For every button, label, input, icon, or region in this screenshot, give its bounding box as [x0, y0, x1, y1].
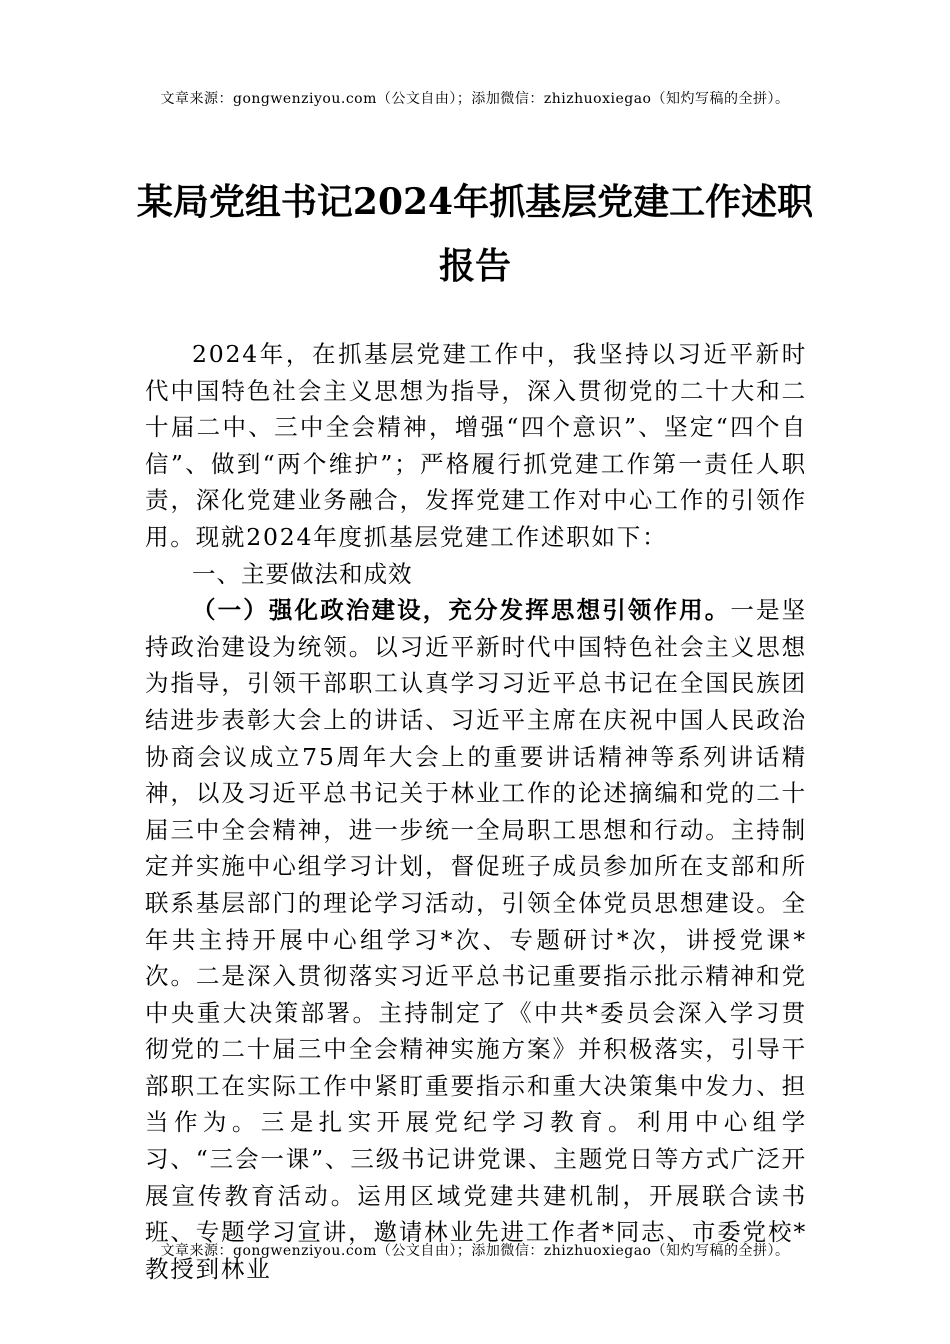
document-body — [145, 336, 807, 1287]
document-title: 某局党组书记2024年抓基层党建工作述职报告 — [136, 181, 814, 287]
section-heading: 一、主要做法和成效 — [192, 559, 413, 588]
subsection-heading: （一）强化政治建设，充分发挥思想引领作用。 — [192, 596, 731, 625]
subsection-paragraph — [145, 592, 807, 1287]
page-footer-source: 文章来源：gongwenziyou.com（公文自由）；添加微信：zhizhuoxiegao（知灼写稿的全拼）。 — [160, 1243, 790, 1259]
subsection-body: 一是坚持政治建设为统领。以习近平新时代中国特色社会主义思想为指导，引领干部职工认真学习习近平总书记在全国民族团结进步表彰大会上的讲话、习近平主席在庆祝中国人民政治协商会议成立75周年大会上的重要讲话精神等系列讲话精神，以及习近平总书记关于林业工作的论述摘编和党的二十届三中全会精神，进一步统一全局职工思想和行动。主持制定并实施中心组学习计划，督促班子成员参加所在支部和所联系基层部门的理论学习活动，引领全体党员思想建设。全年共主持开展中心组学习*次、专题研讨*次，讲授党课*次。二是深入贯彻落实习近平总书记重要指示批示精神和党中央重大决策部署。主持制定了《中共*委员会深入学习贯彻党的二十届三中全会精神实施方案》并积极落实，引导干部职工在实际工作中紧盯重要指示和重大决策集中发力、担当作为。三是扎实开展党纪学习教育。利用中心组学习、“三会一课”、三级书记讲党课、主题党日等方式广泛开展宣传教育活动。运用区域党建共建机制，开展联合读书班、专题学习宣讲，邀请林业先进工作者*同志、市委党校*教授到林业 — [145, 596, 807, 1283]
page-header-source: 文章来源：gongwenziyou.com（公文自由）；添加微信：zhizhuoxiegao（知灼写稿的全拼）。 — [160, 91, 790, 107]
intro-paragraph: 2024年，在抓基层党建工作中，我坚持以习近平新时代中国特色社会主义思想为指导，深入贯彻党的二十大和二十届二中、三中全会精神，增强“四个意识”、坚定“四个自信”、做到“两个维护”；严格履行抓党建工作第一责任人职责，深化党建业务融合，发挥党建工作对中心工作的引领作用。现就2024年度抓基层党建工作述职如下： — [145, 340, 808, 551]
